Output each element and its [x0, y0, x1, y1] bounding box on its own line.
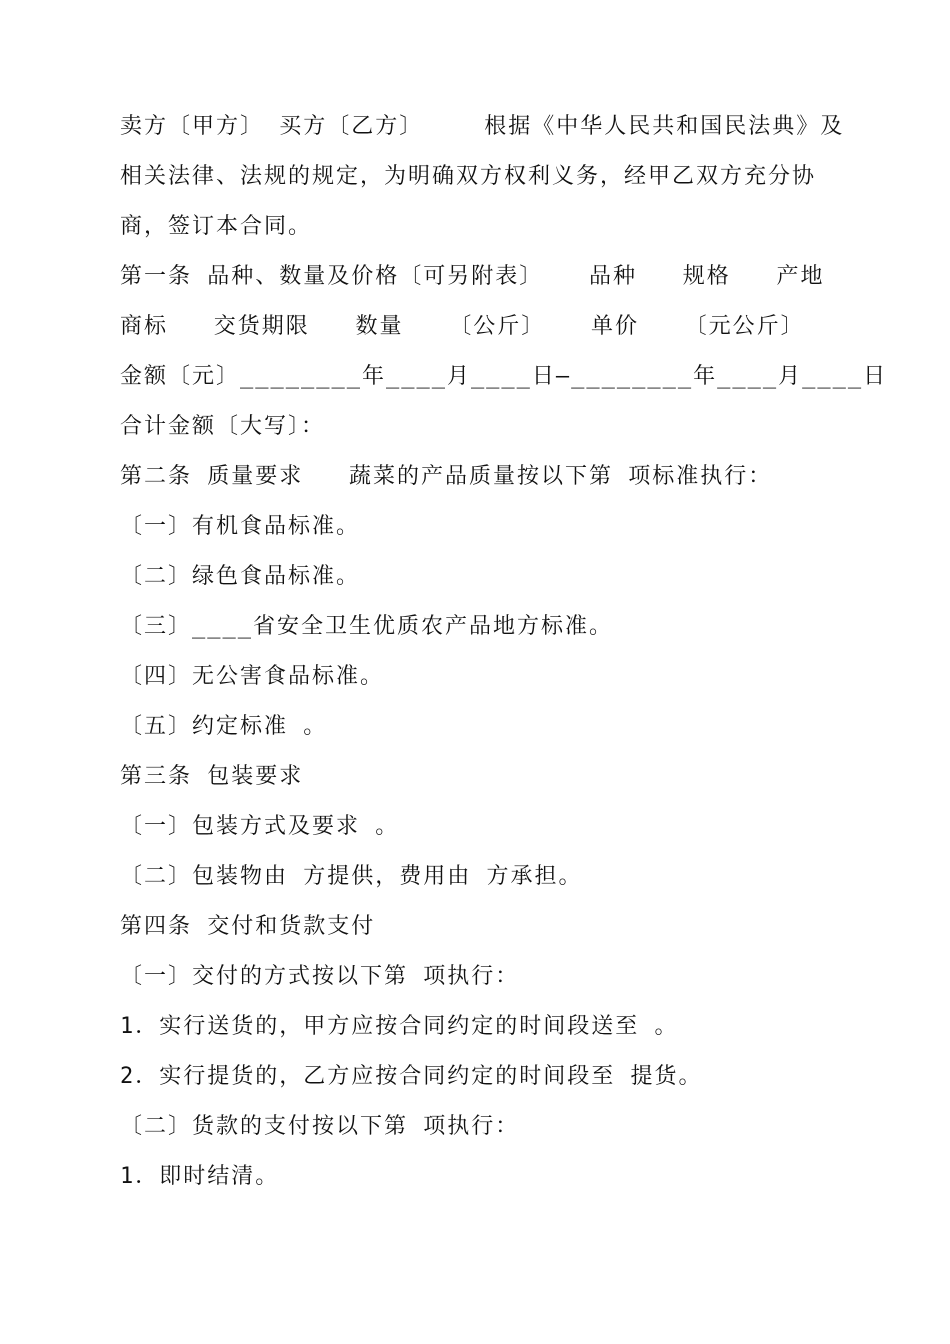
- document-line-2: 相关法律、法规的规定，为明确双方权利义务，经甲乙双方充分协: [120, 164, 817, 189]
- document-line-3: 商，签订本合同。: [120, 214, 313, 239]
- document-line-16: 〔二〕包装物由 方提供，费用由 方承担。: [120, 864, 583, 889]
- document-line-18: 〔一〕交付的方式按以下第 项执行：: [120, 964, 520, 989]
- document-line-15: 〔一〕包装方式及要求 。: [120, 814, 400, 839]
- document-line-22: 1．即时结清。: [120, 1164, 280, 1189]
- document-line-11: 〔三〕____省安全卫生优质农产品地方标准。: [120, 614, 613, 639]
- document-line-4: 第一条 品种、数量及价格〔可另附表〕 品种 规格 产地: [120, 264, 825, 289]
- document-line-13: 〔五〕约定标准 。: [120, 714, 328, 739]
- document-line-6: 金额〔元〕________年____月____日—________年____月____日: [120, 364, 888, 389]
- document-line-5: 商标 交货期限 数量 〔公斤〕 单价 〔元公斤〕: [120, 314, 805, 339]
- document-line-20: 2．实行提货的，乙方应按合同约定的时间段至 提货。: [120, 1064, 703, 1089]
- document-line-14: 第三条 包装要求: [120, 764, 304, 789]
- document-line-10: 〔二〕绿色食品标准。: [120, 564, 361, 589]
- document-line-1: 卖方〔甲方〕 买方〔乙方〕 根据《中华人民共和国民法典》及: [120, 114, 845, 139]
- document-line-19: 1．实行送货的，甲方应按合同约定的时间段送至 。: [120, 1014, 679, 1039]
- document-line-12: 〔四〕无公害食品标准。: [120, 664, 385, 689]
- document-line-9: 〔一〕有机食品标准。: [120, 514, 361, 539]
- document-line-7: 合计金额〔大写〕：: [120, 414, 326, 439]
- document-line-17: 第四条 交付和货款支付: [120, 914, 376, 939]
- document-line-8: 第二条 质量要求 蔬菜的产品质量按以下第 项标准执行：: [120, 464, 773, 489]
- document-line-21: 〔二〕货款的支付按以下第 项执行：: [120, 1114, 520, 1139]
